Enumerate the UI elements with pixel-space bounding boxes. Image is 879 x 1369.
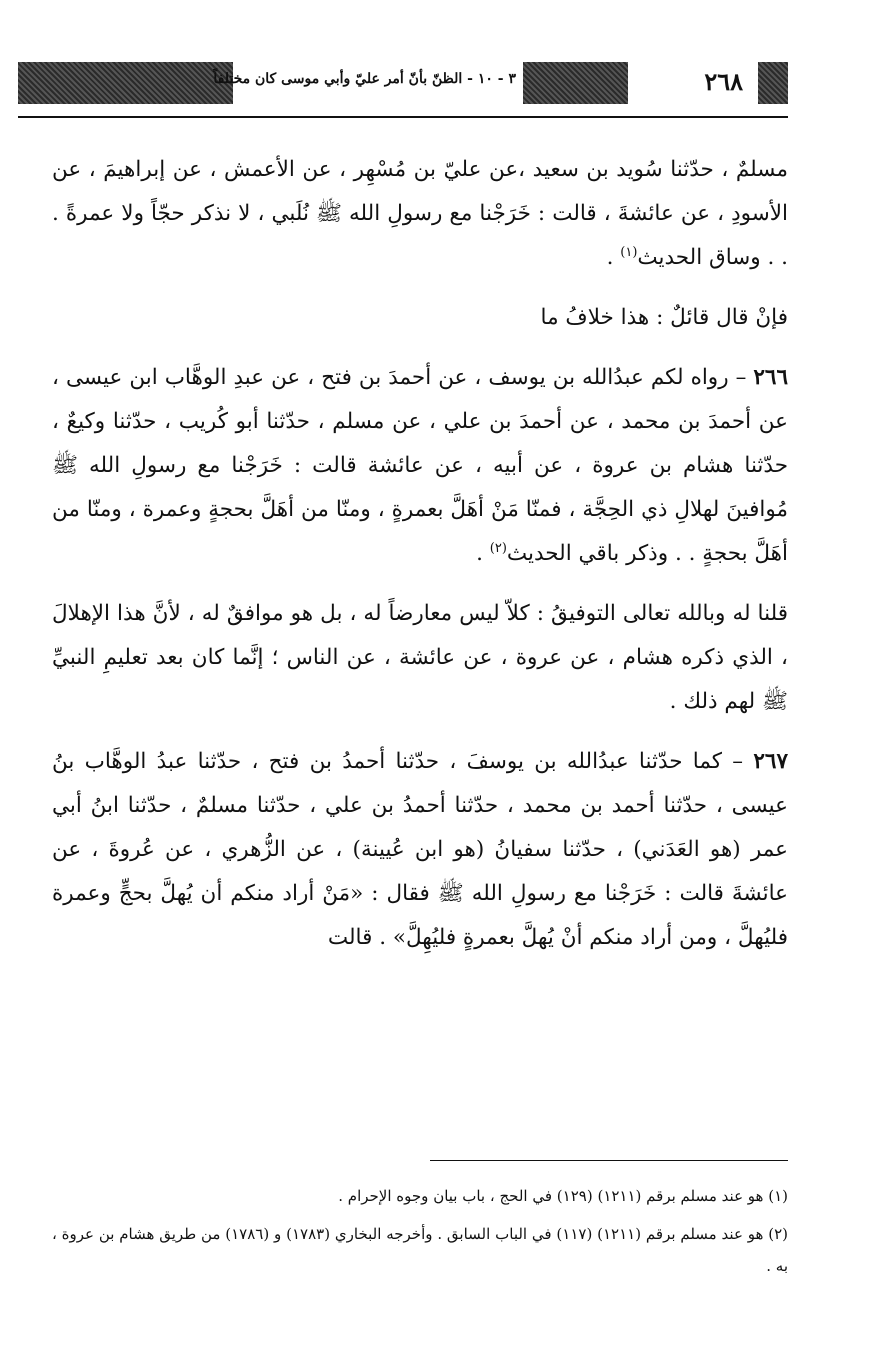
- footnote-2: (٢) هو عند مسلم برقم (١٢١١) (١١٧) في الباب السابق . وأخرجه البخاري (١٧٨٣) و (١٧٨٦) من طريق هشام بن عروة ، به .: [52, 1225, 788, 1275]
- footnote-rule: [430, 1160, 788, 1161]
- footnote-ref-2: (٢): [489, 540, 507, 556]
- paragraph-2: فإنْ قال قائلٌ : هذا خلافُ ما: [540, 305, 788, 330]
- hadith-266-end: .: [476, 541, 490, 566]
- paragraph-4: قلنا له وبالله تعالى التوفيقُ : كلاّ ليس معارضاً له ، بل هو موافقٌ له ، لأنَّ هذا الإهلالَ ، الذي ذكره هشام ، عن عروة ، عن عائشة ، عن الناس ؛ إنَّما كان بعد تعليمِ النبيِّ ﷺ لهم ذلك .: [52, 601, 788, 714]
- paragraph-1-text: مسلمٌ ، حدّثنا سُويد بن سعيد ،عن عليّ بن مُسْهِر ، عن الأعمش ، عن إبراهيمَ ، عن الأسودِ ، عن عائشةَ ، قالت : خَرَجْنا مع رسولِ الله ﷺ نُلَبي ، لا نذكر حجّاً ولا عمرةً . . . وساق الحديث: [52, 157, 788, 270]
- header-decor-left: [18, 62, 233, 104]
- footnotes: [52, 1180, 788, 1282]
- header-decor-middle: [523, 62, 628, 104]
- paragraph-267: [52, 740, 788, 960]
- page-header: [18, 58, 788, 110]
- hadith-number-266: ٢٦٦: [753, 365, 788, 390]
- page-number: ٢٦٨: [704, 67, 743, 96]
- running-title: ٣ - ١٠ - الظنّ بأنّ أمر عليّ وأبي موسى كان مختلفاً: [213, 71, 516, 87]
- footnote-ref-1: (١): [620, 244, 638, 260]
- main-text: [52, 148, 788, 960]
- hadith-266-text: – رواه لكم عبدُالله بن يوسف ، عن أحمدَ بن فتح ، عن عبدِ الوهَّاب ابن عيسى ، عن أحمدَ بن محمد ، عن أحمدَ بن علي ، عن مسلم ، حدّثنا أبو كُريب ، حدّثنا وكيعٌ ، حدّثنا هشام بن عروة ، عن أبيه ، عن عائشة قالت : خَرَجْنا مع رسولِ الله ﷺ مُوافينَ لهلالِ ذي الحِجَّة ، فمنّا مَنْ أهَلَّ بعمرةٍ ، ومنّا من أهَلَّ بحجةٍ وعمرة ، ومنّا من أهَلَّ بحجةٍ . . وذكر باقي الحديث: [52, 365, 788, 566]
- paragraph-1: [52, 148, 788, 280]
- footnote-1: (١) هو عند مسلم برقم (١٢١١) (١٢٩) في الحج ، باب بيان وجوه الإحرام .: [338, 1187, 788, 1205]
- hadith-number-267: ٢٦٧: [753, 749, 788, 774]
- paragraph-266: [52, 356, 788, 576]
- header-rule: [18, 116, 788, 118]
- header-decor-right: [758, 62, 788, 104]
- hadith-267-text: – كما حدّثنا عبدُالله بن يوسفَ ، حدّثنا أحمدُ بن فتح ، حدّثنا عبدُ الوهَّاب بنُ عيسى ، حدّثنا أحمد بن محمد ، حدّثنا أحمدُ بن علي ، حدّثنا مسلمٌ ، حدّثنا ابنُ أبي عمر (هو العَدَني) ، حدّثنا سفيانُ (هو ابن عُيينة) ، عن الزُّهري ، عن عُروةَ ، عن عائشةَ قالت : خَرَجْنا مع رسولِ الله ﷺ فقال : «مَنْ أراد منكم أن يُهلَّ بحجٍّ وعمرة فليُهلَّ ، ومن أراد منكم أنْ يُهلَّ بعمرةٍ فليُهِلَّ» . قالت: [52, 749, 788, 950]
- paragraph-1-end: .: [606, 245, 621, 270]
